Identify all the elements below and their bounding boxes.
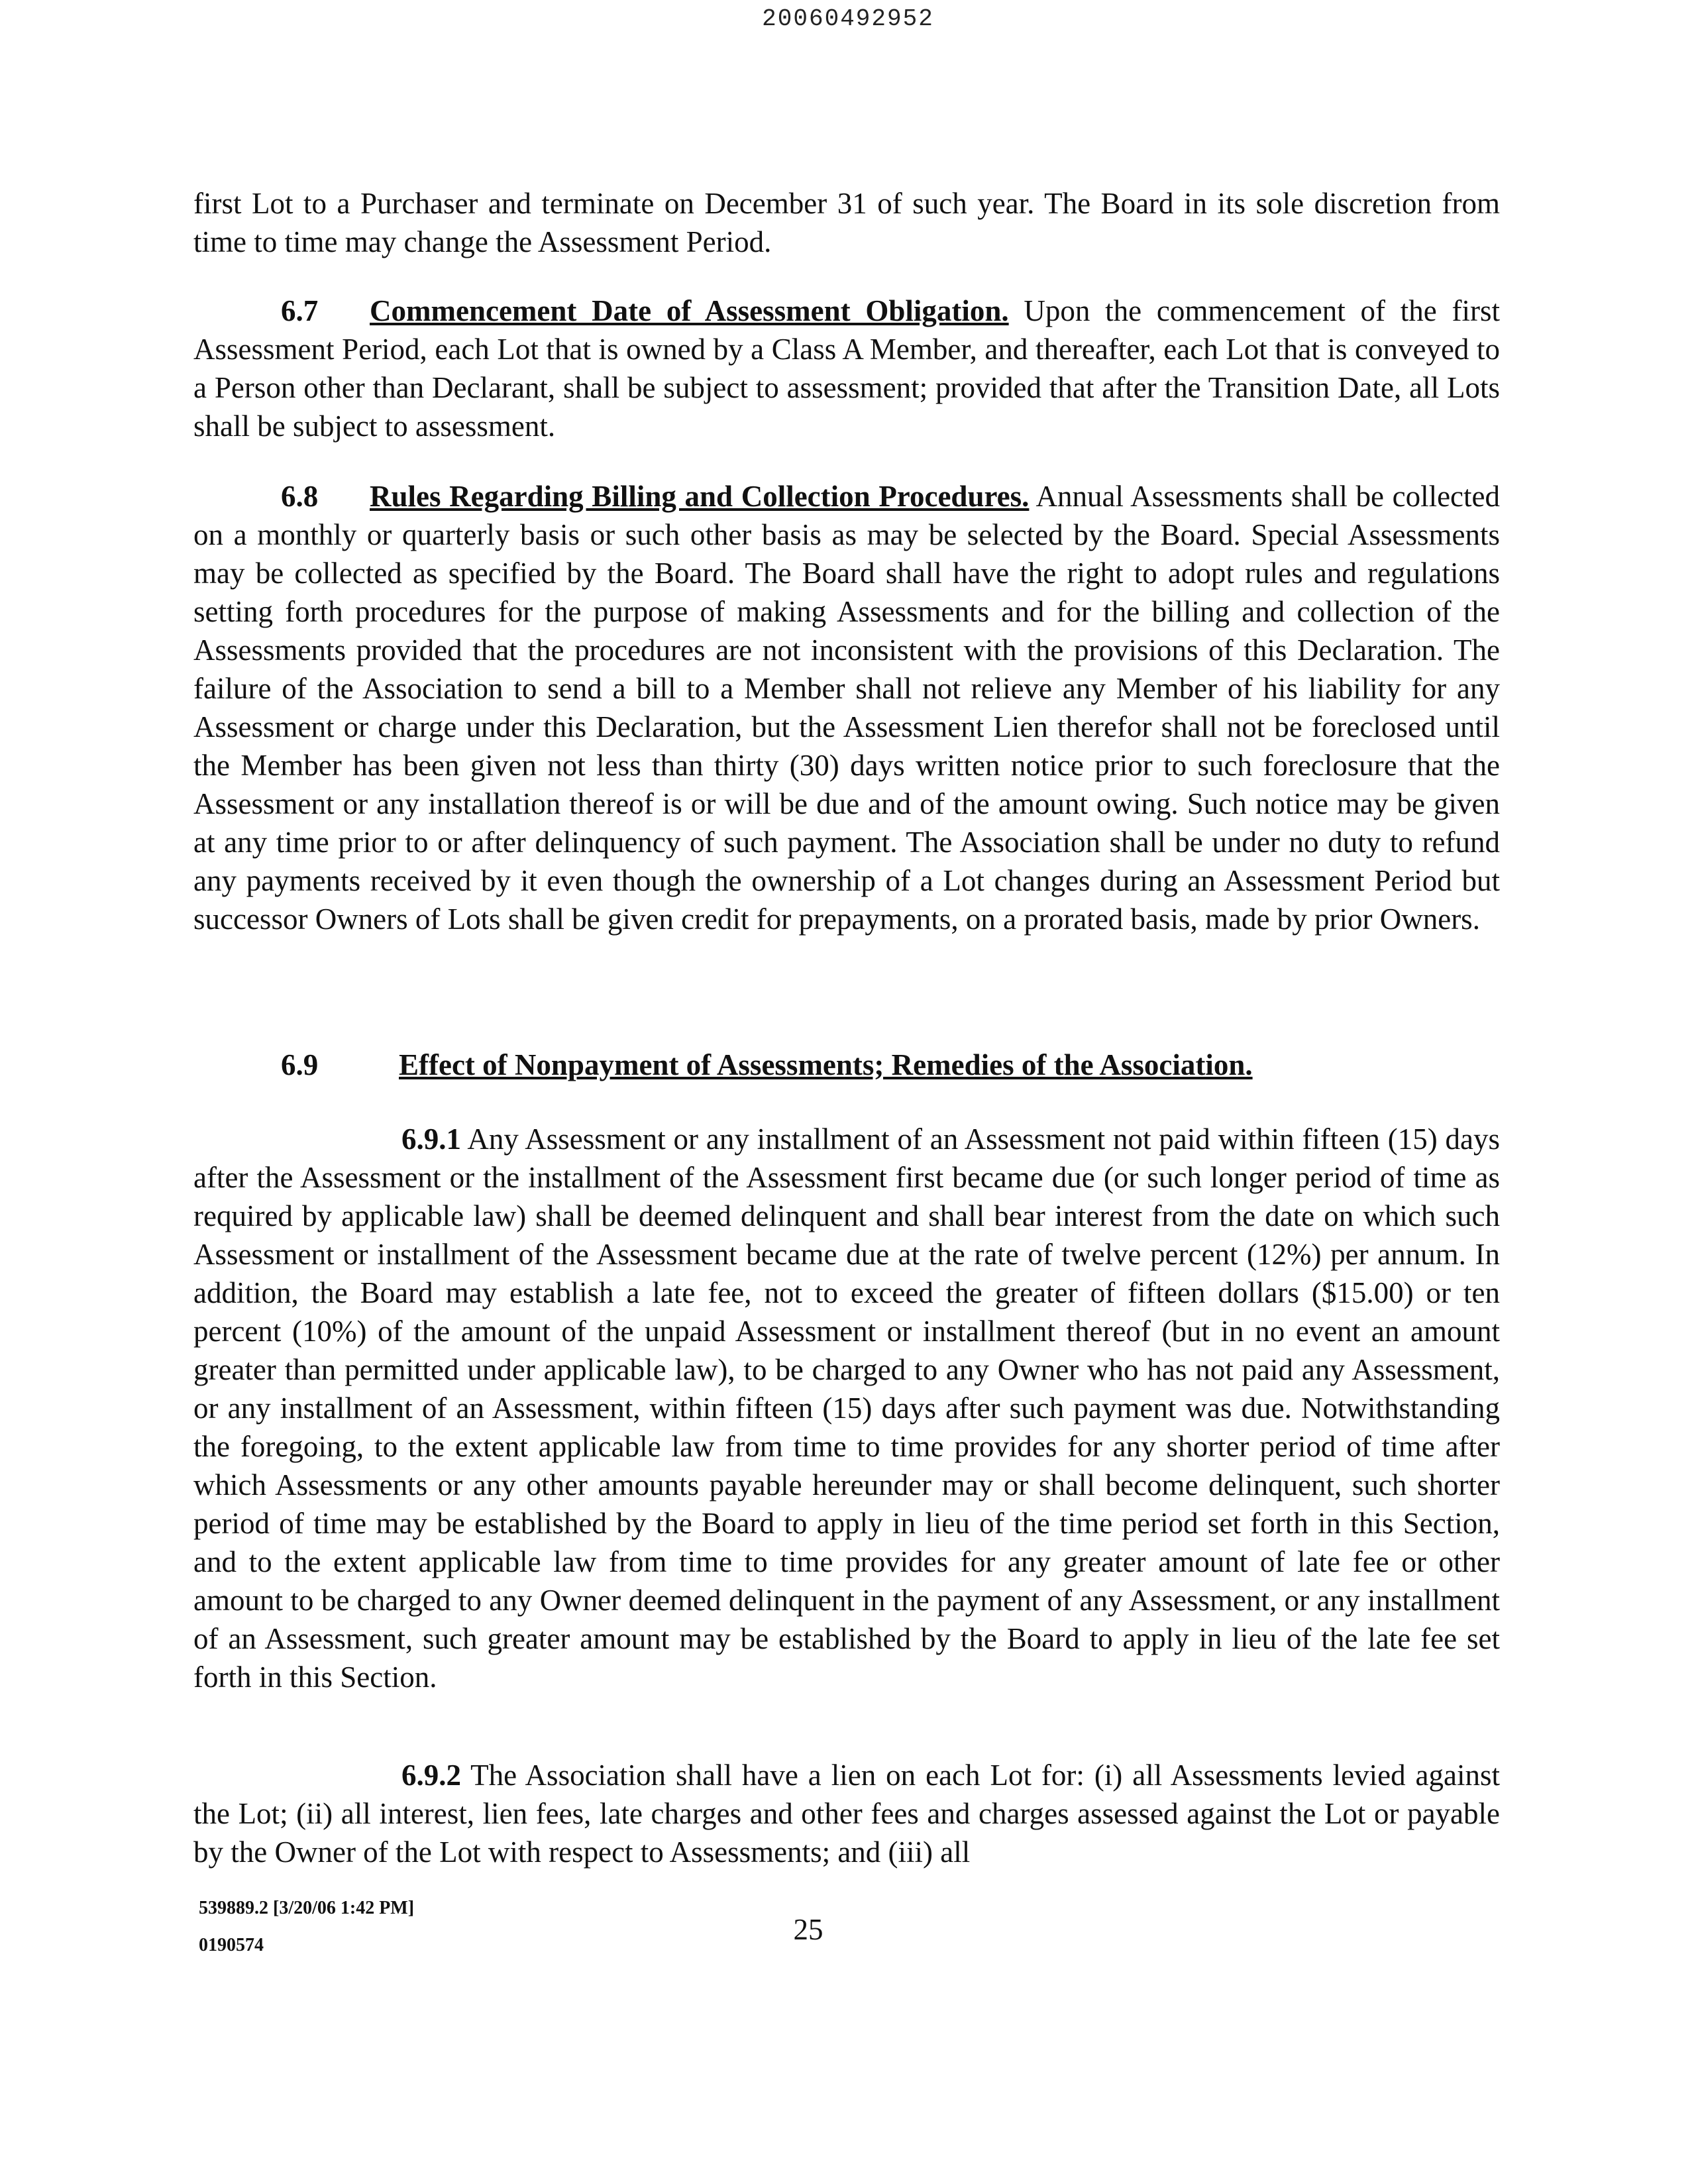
section-6-8-number: 6.8 xyxy=(281,480,319,513)
section-6-7-paragraph xyxy=(193,292,1500,445)
intro-paragraph xyxy=(193,184,1500,261)
section-6-8-text: Annual Assessments shall be collected on a monthly or quarterly basis or such other basis as may be selected by the Board. Special Assessments may be collected as specified by the Board. The Board shall have the right to adopt rules and regulations setting forth procedures for the purpose of making Assessments and for the billing and collection of the Assessments provided that the procedures are not inconsistent with the provisions of this Declaration. The failure of the Association to send a bill to a Member shall not relieve any Member of his liability for any Assessment or charge under this Declaration, but the Assessment Lien therefor shall not be foreclosed until the Member has been given not less than thirty (30) days written notice prior to such foreclosure that the Assessment or any installation thereof is or will be due and of the amount owing. Such notice may be given at any time prior to or after delinquency of such payment. The Association shall be under no duty to refund any payments received by it even though the ownership of a Lot changes during an Assessment Period but successor Owners of Lots shall be given credit for prepayments, on a prorated basis, made by prior Owners. xyxy=(193,480,1500,936)
section-6-8-title: Rules Regarding Billing and Collection Procedures. xyxy=(370,480,1030,513)
section-6-9-1-text: Any Assessment or any installment of an Assessment not paid within fifteen (15) days after the Assessment or the installment of the Assessment first became due (or such longer period of time as required by applicable law) shall be deemed delinquent and shall bear interest from the date on which such Assessment or installment of the Assessment became due at the rate of twelve percent (12%) per annum. In addition, the Board may establish a late fee, not to exceed the greater of fifteen dollars ($15.00) or ten percent (10%) of the amount of the unpaid Assessment or installment thereof (but in no event an amount greater than permitted under applicable law), to be charged to any Owner who has not paid any Assessment, or any installment of an Assessment, within fifteen (15) days after such payment was due. Notwithstanding the foregoing, to the extent applicable law from time to time provides for any shorter period of time after which Assessments or any other amounts payable hereunder may or shall become delinquent, such shorter period of time may be established by the Board to apply in lieu of the time period set forth in this Section, and to the extent applicable law from time to time provides for any greater amount of late fee or other amount to be charged to any Owner deemed delinquent in the payment of any Assessment, or any installment of an Assessment, such greater amount may be established by the Board to apply in lieu of the late fee set forth in this Section. xyxy=(193,1122,1500,1694)
document-number: 20060492952 xyxy=(762,5,934,32)
section-6-9-2-number: 6.9.2 xyxy=(401,1759,461,1792)
footer-file-reference: 539889.2 [3/20/06 1:42 PM] xyxy=(199,1898,415,1918)
footer-client-reference: 0190574 xyxy=(199,1935,264,1955)
section-6-9-2-text: The Association shall have a lien on each Lot for: (i) all Assessments levied against the Lot; (ii) all interest, lien fees, late charges and other fees and charges assessed against the Lot or payable by the Owner of the Lot with respect to Assessments; and (iii) all xyxy=(193,1759,1500,1869)
section-6-9-heading xyxy=(281,1046,1253,1084)
section-6-7-number: 6.7 xyxy=(281,294,319,327)
section-6-9-2-paragraph xyxy=(193,1756,1500,1871)
section-6-9-1-paragraph xyxy=(193,1120,1500,1696)
page-number: 25 xyxy=(793,1913,823,1946)
intro-paragraph-text: first Lot to a Purchaser and terminate on December 31 of such year. The Board in its sole discretion from time to time may change the Assessment Period. xyxy=(193,187,1500,258)
section-6-9-1-number: 6.9.1 xyxy=(401,1122,461,1156)
section-6-9-title: Effect of Nonpayment of Assessments; Remedies of the Association. xyxy=(399,1048,1253,1081)
section-6-7-title: Commencement Date of Assessment Obligation. xyxy=(370,294,1009,327)
section-6-7-text: Upon the commencement of the first Assessment Period, each Lot that is owned by a Class A Member, and thereafter, each Lot that is conveyed to a Person other than Declarant, shall be subject to assessment; provided that after the Transition Date, all Lots shall be subject to assessment. xyxy=(193,294,1500,443)
section-6-9-number: 6.9 xyxy=(281,1048,319,1081)
section-6-8-paragraph xyxy=(193,477,1500,938)
